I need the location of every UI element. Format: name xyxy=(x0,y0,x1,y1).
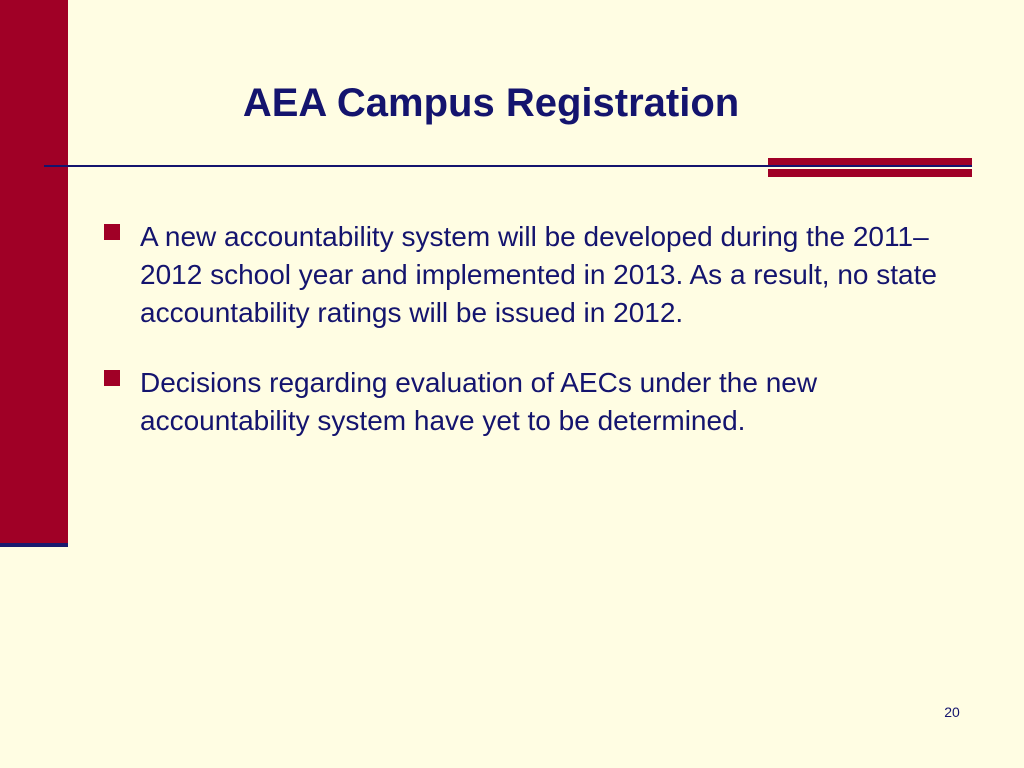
square-bullet-icon xyxy=(104,370,120,386)
accent-stripe-middle xyxy=(768,165,972,167)
left-accent-underline xyxy=(0,543,68,547)
bullet-text: A new accountability system will be developed during the 2011–2012 school year and implemented in 2013. As a result, no state accountability ratings will be issued in 2012. xyxy=(140,221,937,328)
left-accent-bar xyxy=(0,0,68,543)
bullet-list xyxy=(100,218,980,472)
bullet-item xyxy=(100,218,980,332)
page-number: 20 xyxy=(944,704,960,720)
bullet-item xyxy=(100,364,980,440)
square-bullet-icon xyxy=(104,224,120,240)
slide-title-text: AEA Campus Registration xyxy=(242,81,740,125)
bullet-text: Decisions regarding evaluation of AECs under the new accountability system have yet to be determined. xyxy=(140,367,818,436)
accent-stripe-bottom xyxy=(768,169,972,177)
title-accent-block xyxy=(768,158,972,179)
slide-title xyxy=(68,78,1024,128)
accent-stripe-top xyxy=(768,158,972,165)
